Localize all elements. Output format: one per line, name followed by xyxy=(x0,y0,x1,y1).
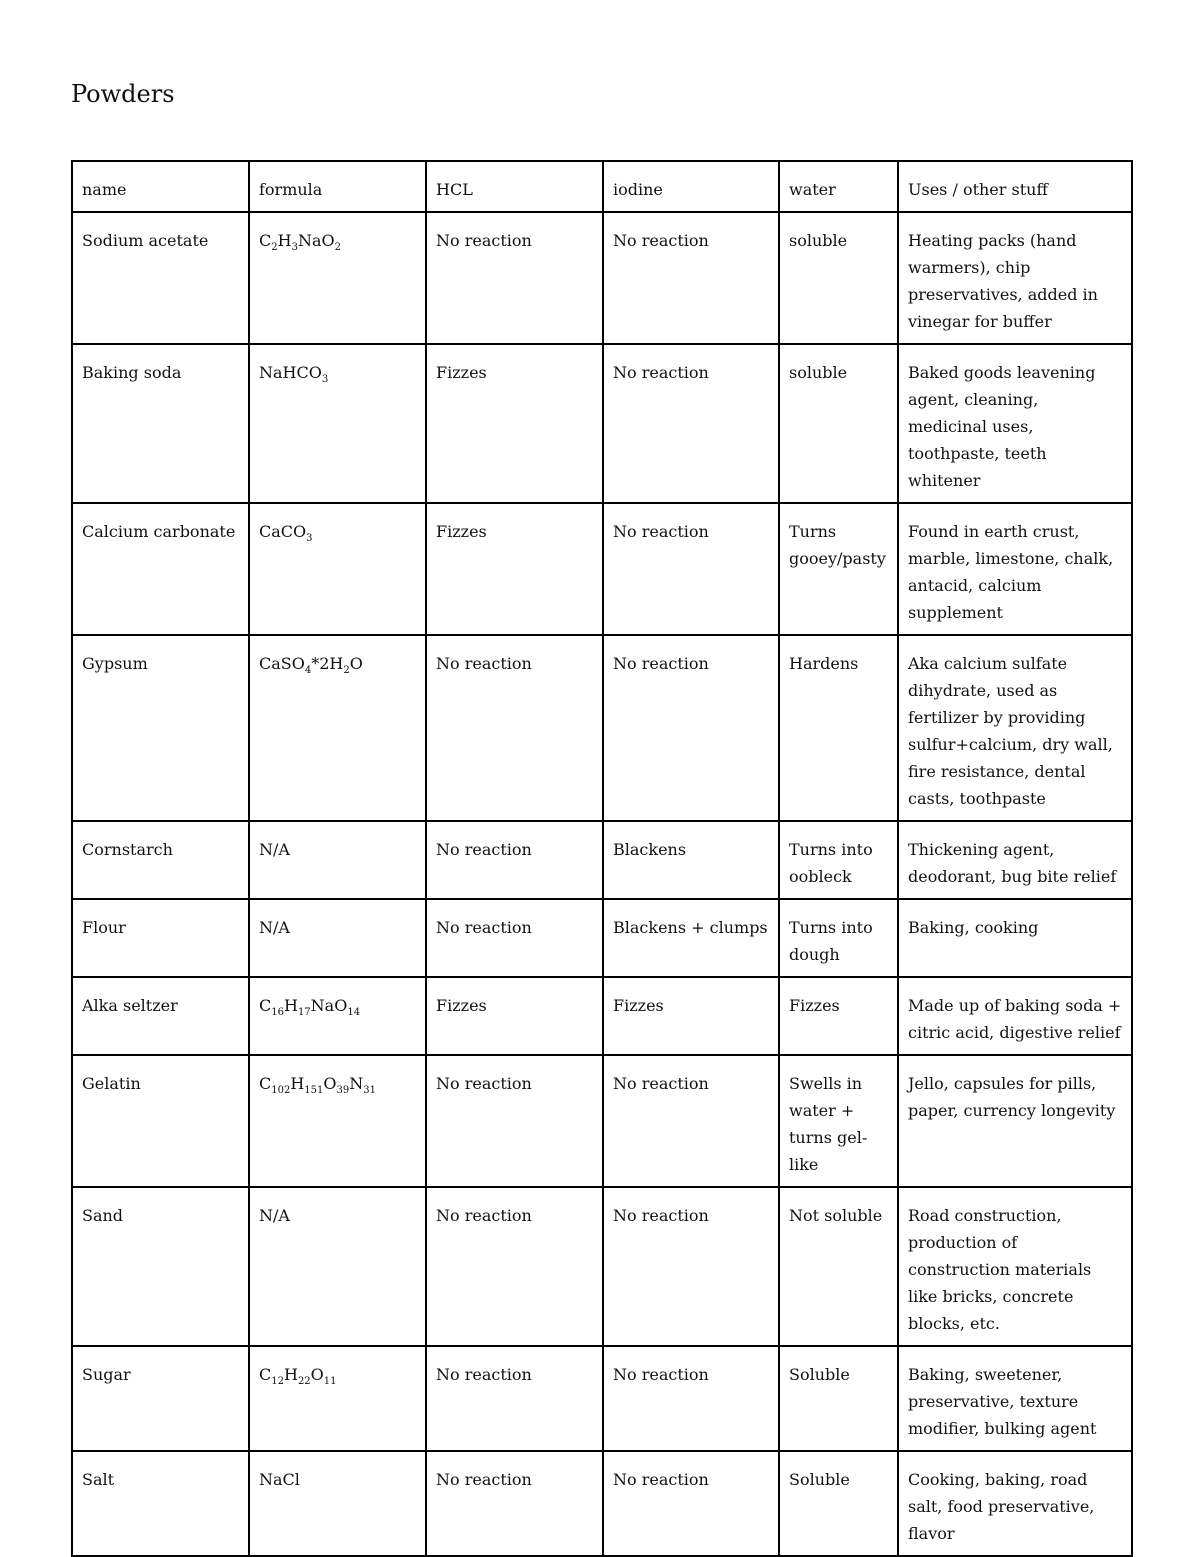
formula-subscript: 2 xyxy=(334,242,341,254)
cell-water: Fizzes xyxy=(779,977,898,1055)
formula-subscript: 12 xyxy=(271,1376,284,1388)
table-row xyxy=(72,212,1132,344)
cell-uses: Found in earth crust, marble, limestone, chalk, antacid, calcium supplement xyxy=(898,503,1132,635)
cell-water: Hardens xyxy=(779,635,898,821)
header-cell-formula: formula xyxy=(249,161,426,212)
cell-formula xyxy=(249,212,426,344)
cell-name: Sugar xyxy=(72,1346,249,1451)
formula-part: H xyxy=(283,1365,298,1384)
formula-part: NaHCO xyxy=(259,363,322,382)
table-row xyxy=(72,1187,1132,1346)
formula-part: NaO xyxy=(310,996,348,1015)
header-cell-hcl: HCL xyxy=(426,161,603,212)
cell-uses: Baked goods leavening agent, cleaning, medicinal uses, toothpaste, teeth whitener xyxy=(898,344,1132,503)
formula-part: CaSO xyxy=(259,654,305,673)
cell-hcl: Fizzes xyxy=(426,344,603,503)
cell-iodine: No reaction xyxy=(603,1451,779,1556)
cell-name: Salt xyxy=(72,1451,249,1556)
cell-formula xyxy=(249,899,426,977)
cell-hcl: No reaction xyxy=(426,212,603,344)
formula-part: H xyxy=(277,231,292,250)
cell-formula xyxy=(249,1346,426,1451)
cell-name: Baking soda xyxy=(72,344,249,503)
formula-part: CaCO xyxy=(259,522,307,541)
cell-name: Cornstarch xyxy=(72,821,249,899)
cell-formula xyxy=(249,1055,426,1187)
table-row xyxy=(72,635,1132,821)
cell-iodine: No reaction xyxy=(603,1055,779,1187)
formula-subscript: 11 xyxy=(323,1376,337,1388)
formula-part: O xyxy=(310,1365,324,1384)
formula-subscript: 2 xyxy=(343,665,350,677)
formula-part: N/A xyxy=(259,1206,290,1225)
cell-iodine: No reaction xyxy=(603,344,779,503)
cell-name: Flour xyxy=(72,899,249,977)
table-row xyxy=(72,1451,1132,1556)
cell-iodine: No reaction xyxy=(603,503,779,635)
formula-part: N/A xyxy=(259,840,290,859)
table-row xyxy=(72,977,1132,1055)
formula-subscript: 17 xyxy=(297,1007,311,1019)
page-title: Powders xyxy=(71,80,175,108)
cell-name: Sodium acetate xyxy=(72,212,249,344)
cell-uses: Jello, capsules for pills, paper, currency longevity xyxy=(898,1055,1132,1187)
cell-uses: Baking, sweetener, preservative, texture modifier, bulking agent xyxy=(898,1346,1132,1451)
table-row xyxy=(72,821,1132,899)
formula-part: C xyxy=(259,1365,272,1384)
cell-hcl: No reaction xyxy=(426,899,603,977)
cell-iodine: Fizzes xyxy=(603,977,779,1055)
cell-uses: Made up of baking soda + citric acid, digestive relief xyxy=(898,977,1132,1055)
table-row xyxy=(72,1346,1132,1451)
cell-name: Gypsum xyxy=(72,635,249,821)
cell-hcl: No reaction xyxy=(426,1451,603,1556)
cell-water: soluble xyxy=(779,212,898,344)
formula-subscript: 3 xyxy=(321,374,329,386)
cell-iodine: No reaction xyxy=(603,635,779,821)
cell-formula xyxy=(249,1451,426,1556)
cell-water: Turns into dough xyxy=(779,899,898,977)
formula-subscript: 4 xyxy=(304,665,312,677)
table-row xyxy=(72,344,1132,503)
formula-part: O xyxy=(349,654,363,673)
header-cell-water: water xyxy=(779,161,898,212)
header-cell-uses: Uses / other stuff xyxy=(898,161,1132,212)
cell-water: Swells in water + turns gel-like xyxy=(779,1055,898,1187)
cell-hcl: No reaction xyxy=(426,1055,603,1187)
table-row xyxy=(72,1055,1132,1187)
cell-water: Turns gooey/pasty xyxy=(779,503,898,635)
cell-hcl: No reaction xyxy=(426,1346,603,1451)
cell-formula xyxy=(249,821,426,899)
formula-part: O xyxy=(323,1074,337,1093)
cell-formula xyxy=(249,1187,426,1346)
formula-part: N xyxy=(349,1074,364,1093)
cell-name: Calcium carbonate xyxy=(72,503,249,635)
formula-part: C xyxy=(259,231,272,250)
cell-hcl: Fizzes xyxy=(426,503,603,635)
formula-subscript: 3 xyxy=(291,242,298,254)
cell-iodine: No reaction xyxy=(603,1187,779,1346)
formula-subscript: 39 xyxy=(336,1085,350,1097)
formula-part: NaO xyxy=(297,231,335,250)
table-header-row xyxy=(72,161,1132,212)
formula-part: NaCl xyxy=(259,1470,300,1489)
formula-subscript: 31 xyxy=(363,1085,376,1097)
cell-uses: Cooking, baking, road salt, food preservative, flavor xyxy=(898,1451,1132,1556)
cell-iodine: Blackens xyxy=(603,821,779,899)
formula-subscript: 16 xyxy=(271,1007,284,1019)
cell-iodine: No reaction xyxy=(603,1346,779,1451)
cell-water: Turns into oobleck xyxy=(779,821,898,899)
table-row xyxy=(72,899,1132,977)
cell-hcl: No reaction xyxy=(426,635,603,821)
cell-uses: Road construction, production of construction materials like bricks, concrete blocks, etc. xyxy=(898,1187,1132,1346)
cell-uses: Aka calcium sulfate dihydrate, used as fertilizer by providing sulfur+calcium, dry wall, fire resistance, dental casts, toothpaste xyxy=(898,635,1132,821)
formula-subscript: 22 xyxy=(297,1376,311,1388)
cell-uses: Baking, cooking xyxy=(898,899,1132,977)
formula-subscript: 2 xyxy=(271,242,278,254)
cell-hcl: No reaction xyxy=(426,1187,603,1346)
cell-iodine: No reaction xyxy=(603,212,779,344)
cell-formula xyxy=(249,635,426,821)
formula-part: H xyxy=(283,996,298,1015)
cell-hcl: Fizzes xyxy=(426,977,603,1055)
header-cell-iodine: iodine xyxy=(603,161,779,212)
cell-water: Not soluble xyxy=(779,1187,898,1346)
cell-hcl: No reaction xyxy=(426,821,603,899)
cell-formula xyxy=(249,503,426,635)
formula-subscript: 151 xyxy=(304,1085,324,1097)
formula-part: H xyxy=(290,1074,305,1093)
powders-table xyxy=(71,160,1133,1557)
formula-part: *2H xyxy=(311,654,344,673)
cell-name: Alka seltzer xyxy=(72,977,249,1055)
cell-name: Gelatin xyxy=(72,1055,249,1187)
cell-uses: Heating packs (hand warmers), chip preservatives, added in vinegar for buffer xyxy=(898,212,1132,344)
cell-formula xyxy=(249,344,426,503)
cell-water: soluble xyxy=(779,344,898,503)
cell-water: Soluble xyxy=(779,1451,898,1556)
cell-name: Sand xyxy=(72,1187,249,1346)
formula-part: C xyxy=(259,1074,272,1093)
formula-subscript: 102 xyxy=(271,1085,291,1097)
formula-part: C xyxy=(259,996,272,1015)
table-row xyxy=(72,503,1132,635)
formula-part: N/A xyxy=(259,918,290,937)
formula-subscript: 3 xyxy=(306,533,313,545)
cell-formula xyxy=(249,977,426,1055)
cell-iodine: Blackens + clumps xyxy=(603,899,779,977)
cell-water: Soluble xyxy=(779,1346,898,1451)
cell-uses: Thickening agent, deodorant, bug bite relief xyxy=(898,821,1132,899)
header-cell-name: name xyxy=(72,161,249,212)
formula-subscript: 14 xyxy=(347,1007,361,1019)
